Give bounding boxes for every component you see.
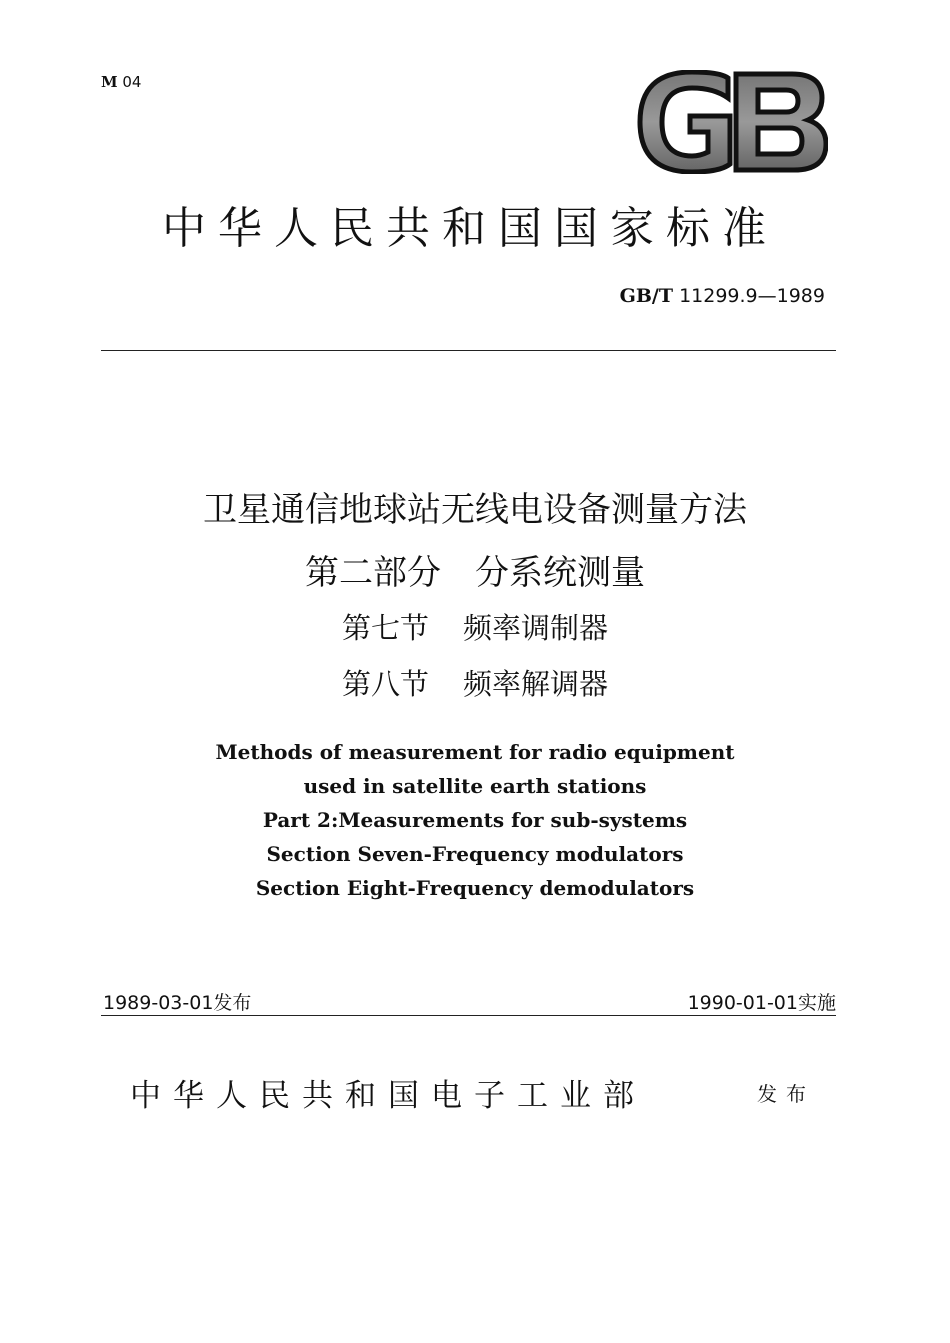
cn-section-seven-number: 第七节 xyxy=(341,611,429,645)
classification-letter: M xyxy=(101,73,118,91)
standard-prefix: GB/T xyxy=(619,285,674,307)
issue-verb: 发布 xyxy=(757,1082,815,1106)
cn-part-name: 分系统测量 xyxy=(475,553,645,593)
cn-title-part xyxy=(0,545,950,594)
effective-date xyxy=(688,988,836,1015)
cn-title-section-seven xyxy=(0,606,950,647)
cn-title-section-eight xyxy=(0,662,950,703)
cn-part-number: 第二部分 xyxy=(305,553,441,593)
header-divider xyxy=(101,350,836,351)
classification-number: 04 xyxy=(122,73,142,91)
cn-section-eight-number: 第八节 xyxy=(341,667,429,701)
gb-logo xyxy=(636,70,828,174)
effective-date-value: 1990-01-01 xyxy=(687,992,798,1014)
en-title-line-2: used in satellite earth stations xyxy=(303,774,647,798)
standard-number xyxy=(620,285,825,307)
cn-title-main: 卫星通信地球站无线电设备测量方法 xyxy=(203,490,747,530)
national-standard-title: 中华人民共和国国家标准 xyxy=(162,203,778,254)
cn-section-eight-name: 频率解调器 xyxy=(463,667,609,701)
en-title-line-3: Part 2:Measurements for sub-systems xyxy=(262,808,688,832)
standard-code: 11299.9—1989 xyxy=(679,285,825,307)
issuing-authority: 中华人民共和国电子工业部 xyxy=(130,1078,646,1114)
release-date-value: 1989-03-01 xyxy=(103,992,214,1014)
cn-section-seven-name: 频率调制器 xyxy=(463,611,609,645)
en-title-line-5: Section Eight-Frequency demodulators xyxy=(255,876,695,900)
footer-divider xyxy=(101,1015,836,1016)
effective-date-label: 实施 xyxy=(797,992,836,1014)
release-date xyxy=(103,988,251,1015)
classification-code xyxy=(101,73,141,91)
en-title-line-1: Methods of measurement for radio equipment xyxy=(215,740,735,764)
en-title-line-4: Section Seven-Frequency modulators xyxy=(266,842,684,866)
release-date-label: 发布 xyxy=(213,992,252,1014)
